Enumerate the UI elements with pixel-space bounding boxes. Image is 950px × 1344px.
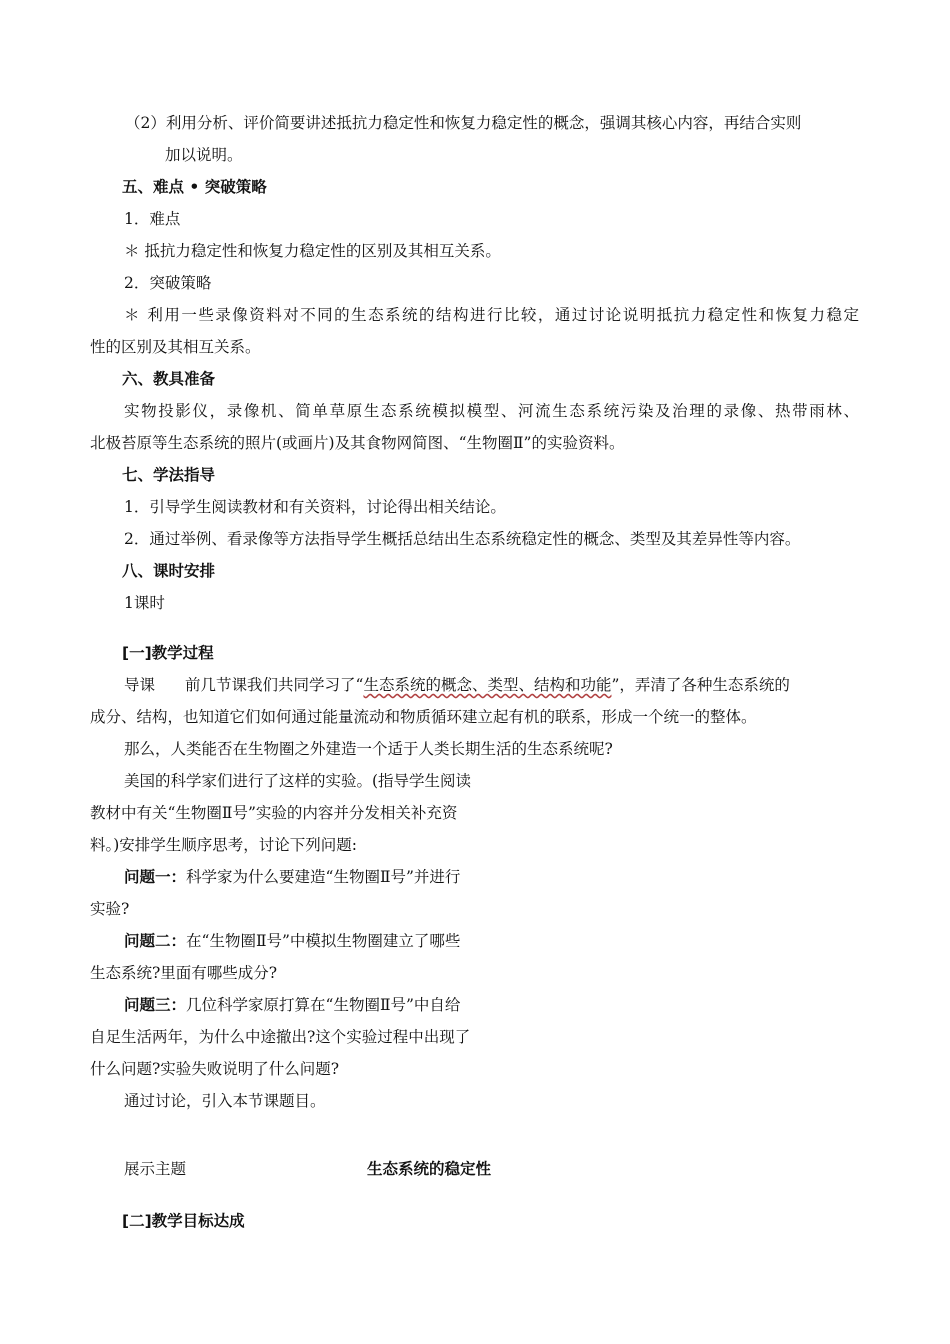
topic-label: 展示主题 xyxy=(124,1160,187,1178)
q2-text: 在“生物圈Ⅱ号”中模拟生物圈建立了哪些 xyxy=(186,932,461,950)
s5-bullet1: ＊ 抵抗力稳定性和恢复力稳定性的区别及其相互关系。 xyxy=(124,242,501,260)
s7-item1: 1．引导学生阅读教材和有关资料，讨论得出相关结论。 xyxy=(124,498,506,516)
process-heading: [一]教学过程 xyxy=(122,644,214,662)
goals-heading: [二]教学目标达成 xyxy=(122,1212,245,1230)
s5-bullet2-line2: 性的区别及其相互关系。 xyxy=(90,338,261,356)
s5-bullet2-line1: ＊ 利用一些录像资料对不同的生态系统的结构进行比较，通过讨论说明抵抗力稳定性和恢复力稳定 xyxy=(124,306,859,324)
question-2 xyxy=(124,930,460,952)
s6-line1: 实物投影仪，录像机、简单草原生态系统模拟模型、河流生态系统污染及治理的录像、热带雨林、 xyxy=(124,402,859,420)
intro-link-text: 生态系统的概念、类型、结构和功能 xyxy=(363,676,612,694)
process-conclusion: 通过讨论，引入本节课题目。 xyxy=(124,1092,326,1110)
s8-value: 1课时 xyxy=(124,594,165,612)
intro-text-a: 前几节课我们共同学习了“ xyxy=(185,676,364,694)
intro-label: 导课 xyxy=(124,676,156,694)
s7-heading: 七、学法指导 xyxy=(122,466,216,484)
s4-item2-line1: （2）利用分析、评价简要讲述抵抗力稳定性和恢复力稳定性的概念，强调其核心内容，再结合实则 xyxy=(125,114,802,132)
process-intro-line2: 成分、结构，也知道它们如何通过能量流动和物质循环建立起有机的联系，形成一个统一的整体。 xyxy=(90,708,757,726)
question-1 xyxy=(124,866,460,888)
s4-item2-line2: 加以说明。 xyxy=(165,146,243,164)
process-para3-line1: 美国的科学家们进行了这样的实验。(指导学生阅读 xyxy=(124,772,472,790)
q2-label: 问题二： xyxy=(124,932,187,950)
q1-text: 科学家为什么要建造“生物圈Ⅱ号”并进行 xyxy=(186,868,461,886)
s8-heading: 八、课时安排 xyxy=(122,562,216,580)
intro-text-b: ”，弄清了各种生态系统的 xyxy=(611,676,790,694)
q1-label: 问题一： xyxy=(124,868,187,886)
q2-line2: 生态系统?里面有哪些成分? xyxy=(90,964,278,982)
s6-heading: 六、教具准备 xyxy=(122,370,216,388)
s5-sub1: 1．难点 xyxy=(124,210,181,228)
q1-line2: 实验? xyxy=(90,900,130,918)
process-intro-line1 xyxy=(124,674,790,696)
s6-line2: 北极苔原等生态系统的照片(或画片)及其食物网简图、“生物圈Ⅱ”的实验资料。 xyxy=(90,434,625,452)
question-3 xyxy=(124,994,460,1016)
process-para2: 那么，人类能否在生物圈之外建造一个适于人类长期生活的生态系统呢? xyxy=(124,740,613,758)
s7-item2: 2．通过举例、看录像等方法指导学生概括总结出生态系统稳定性的概念、类型及其差异性等内容。 xyxy=(124,530,801,548)
q3-text: 几位科学家原打算在“生物圈Ⅱ号”中自给 xyxy=(186,996,461,1014)
q3-line3: 什么问题?实验失败说明了什么问题? xyxy=(90,1060,340,1078)
process-para3-line2: 教材中有关“生物圈Ⅱ号”实验的内容并分发相关补充资 xyxy=(90,804,458,822)
s5-sub2: 2．突破策略 xyxy=(124,274,212,292)
q3-line2: 自足生活两年，为什么中途撤出?这个实验过程中出现了 xyxy=(90,1028,471,1046)
q3-label: 问题三： xyxy=(124,996,187,1014)
topic-title: 生态系统的稳定性 xyxy=(367,1160,492,1178)
s5-heading: 五、难点 • 突破策略 xyxy=(122,178,267,196)
process-para3-line3: 料。)安排学生顺序思考，讨论下列问题: xyxy=(90,836,358,854)
